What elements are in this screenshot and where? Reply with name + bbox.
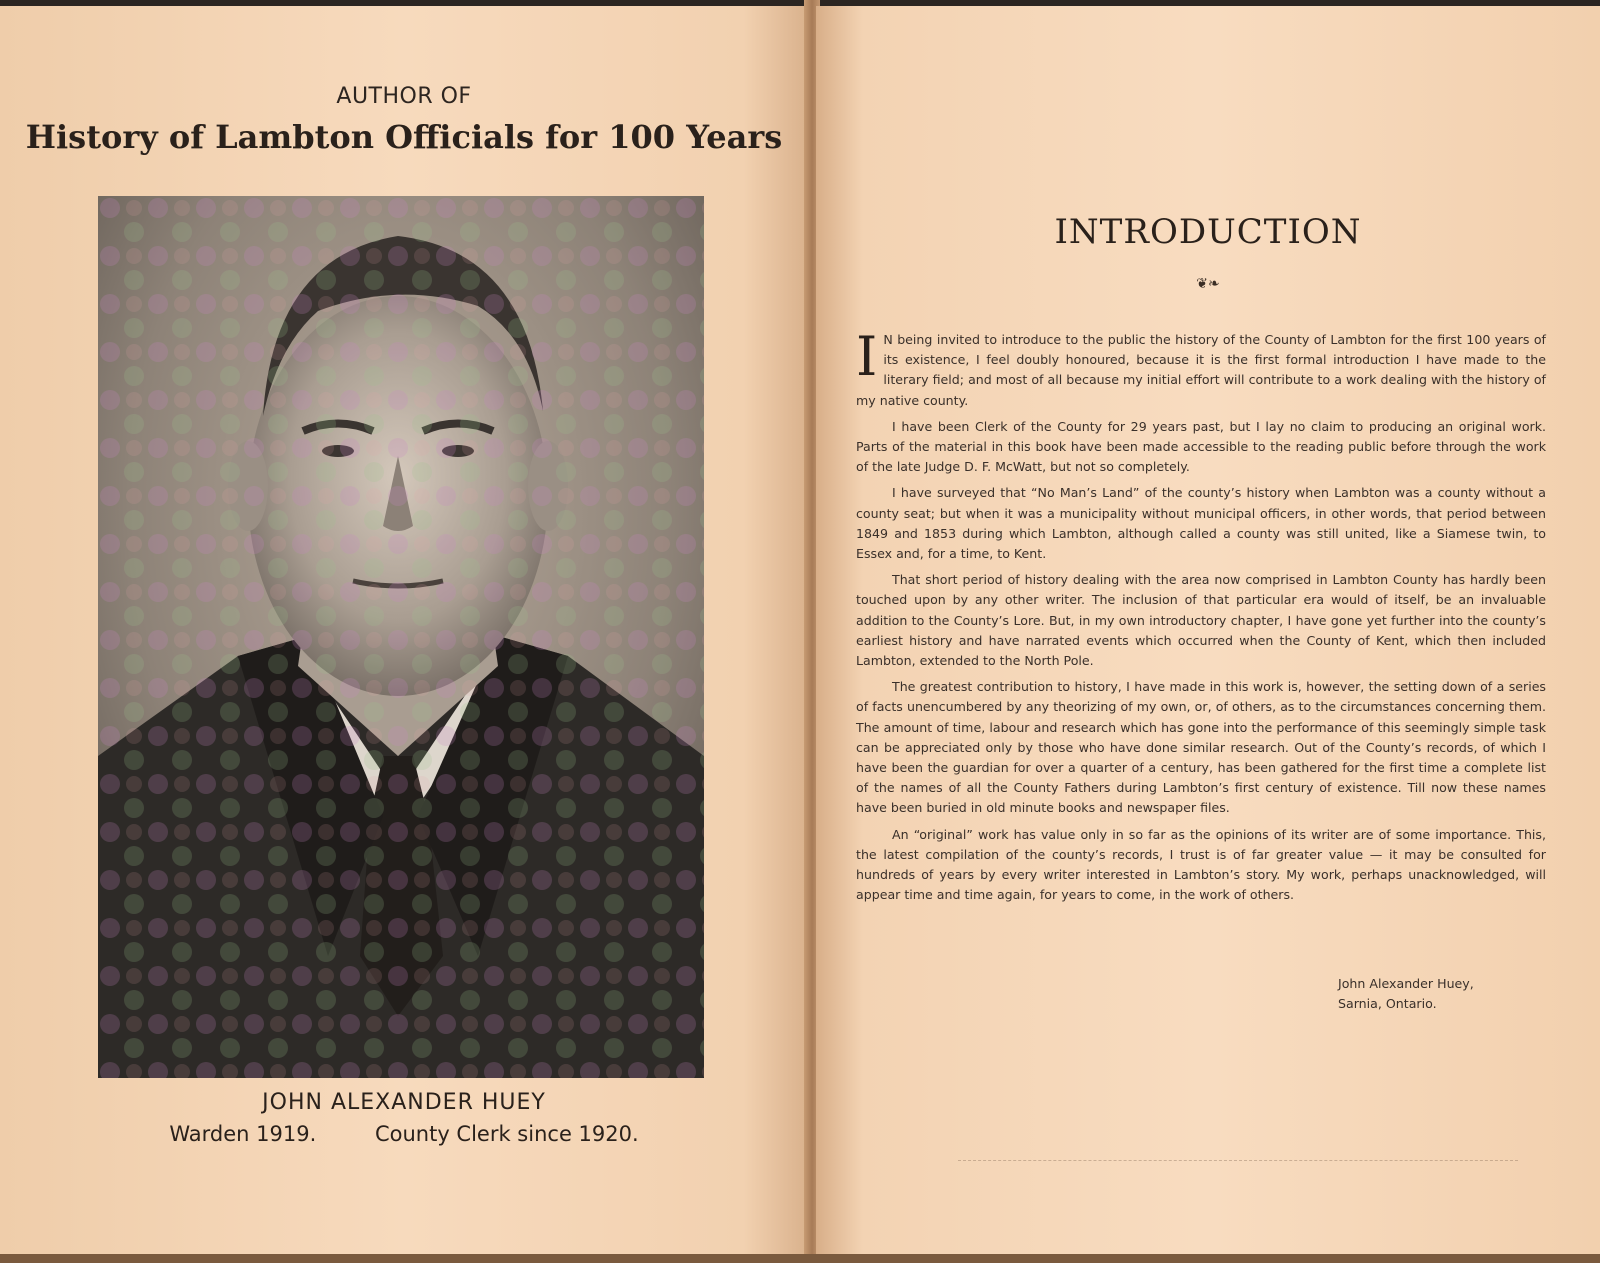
paragraph-4: That short period of history dealing with the area now comprised in Lambton County has hardly been touched upon by any other writer. The inclusion of that particular era would of itself, be an invaluable addition to the County’s Lore. But, in my own introductory chapter, I have gone yet further into the county’s earliest history and have narrated events which occurred when the County of Kent, which then included Lambton, extended to the North Pole.	[856, 572, 1546, 669]
signature-place: Sarnia, Ontario.	[1338, 996, 1437, 1011]
author-portrait	[98, 196, 704, 1078]
paragraph-6: An “original” work has value only in so far as the opinions of its writer are of some importance. This, the latest compilation of the county’s records, I trust is of far greater value — it may be consulted for hundreds of years by every writer interested in Lambton’s story. My work, perhaps unacknowledged, will appear time and time again, for years to come, in the work of others.	[856, 826, 1546, 903]
caption-warden: Warden 1919.	[169, 1122, 317, 1146]
paragraph-1	[856, 325, 1546, 411]
portrait-caption-name: JOHN ALEXANDER HUEY	[262, 1090, 546, 1115]
ornament-icon: ❦❧	[1196, 276, 1220, 292]
author-of-label: AUTHOR OF	[336, 84, 472, 109]
drop-cap: I	[856, 325, 878, 388]
signature-name: John Alexander Huey,	[1338, 976, 1474, 991]
signature-block	[1338, 974, 1474, 1014]
book-title: History of Lambton Officials for 100 Years	[25, 118, 783, 156]
paragraph-5: The greatest contribution to history, I have made in this work is, however, the setting down of a series of facts unencumbered by any theorizing of my own, or, of others, as to the circumstances concerning them. The amount of time, labour and research which has gone into the performance of this seemingly simple task can be appreciated only by those who have done similar research. Out of the County’s records, of which I have been the guardian for over a quarter of a century, has been gathered for the first time a complete list of the names of all the County Fathers during Lambton’s first century of existence. Till now these names have been buried in old minute books and newspaper files.	[856, 679, 1546, 816]
paragraph-2: I have been Clerk of the County for 29 years past, but I lay no claim to producing an original work. Parts of the material in this book have been made accessible to the reading public before through the work of the late Judge D. F. McWatt, but not so completely.	[856, 418, 1546, 475]
paragraph-1-text: N being invited to introduce to the public the history of the County of Lambton for the first 100 years of its existence, I feel doubly honoured, because it is the first formal introduction I have made to the literary field; and most of all because my initial effort will contribute to a work dealing with the history of my native county.	[856, 332, 1546, 408]
faint-rule	[958, 1160, 1518, 1162]
portrait-caption-roles	[0, 1122, 808, 1146]
caption-clerk: County Clerk since 1920.	[374, 1122, 639, 1146]
introduction-body	[856, 325, 1546, 911]
bottom-edge	[0, 1254, 1600, 1263]
paragraph-3: I have surveyed that “No Man’s Land” of the county’s history when Lambton was a county without a county seat; but when it was a municipality without municipal officers, in other words, that period between 1849 and 1853 during which Lambton, although called a county was still united, like a Siamese twin, to Essex and, for a time, to Kent.	[856, 485, 1546, 562]
introduction-heading: INTRODUCTION	[1054, 212, 1362, 252]
